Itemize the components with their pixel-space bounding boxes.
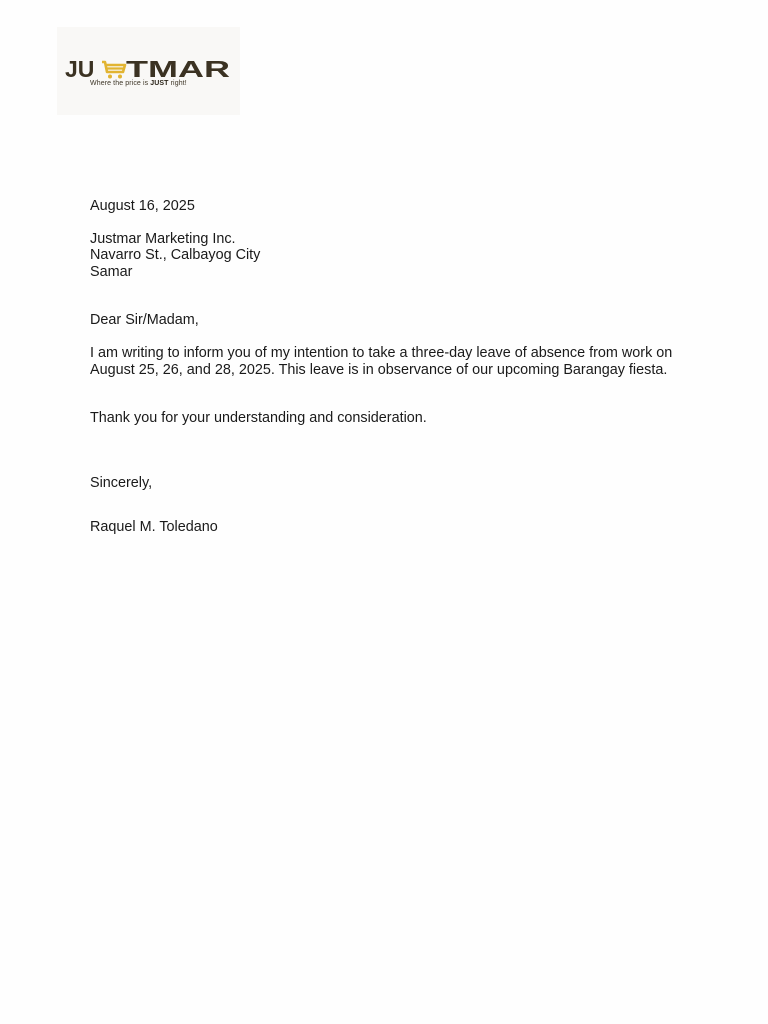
thanks-line: Thank you for your understanding and consideration. xyxy=(90,410,427,427)
signature-name: Raquel M. Toledano xyxy=(90,519,218,536)
closing: Sincerely, xyxy=(90,474,153,491)
logo-tagline: Where the price is JUST right! xyxy=(90,80,187,87)
letter-body xyxy=(90,198,690,536)
company-logo xyxy=(57,27,240,115)
logo-text-tmar: TMAR xyxy=(126,57,231,81)
recipient-line: Samar xyxy=(90,263,133,280)
paragraph-line: August 25, 26, and 28, 2025. This leave is in observance of our upcoming Barangay fiesta. xyxy=(90,361,668,378)
paragraph-line: I am writing to inform you of my intention to take a three-day leave of absence from work on xyxy=(90,344,673,361)
logo-text-ju: JU xyxy=(65,57,95,81)
recipient-line: Justmar Marketing Inc. xyxy=(90,230,236,247)
recipient-address xyxy=(90,231,690,281)
letter-date: August 16, 2025 xyxy=(90,198,195,214)
salutation: Dear Sir/Madam, xyxy=(90,312,199,329)
recipient-line: Navarro St., Calbayog City xyxy=(90,247,261,264)
shopping-cart-icon xyxy=(102,62,125,79)
logo-wordmark xyxy=(65,57,233,81)
letter-paragraph xyxy=(90,345,690,378)
